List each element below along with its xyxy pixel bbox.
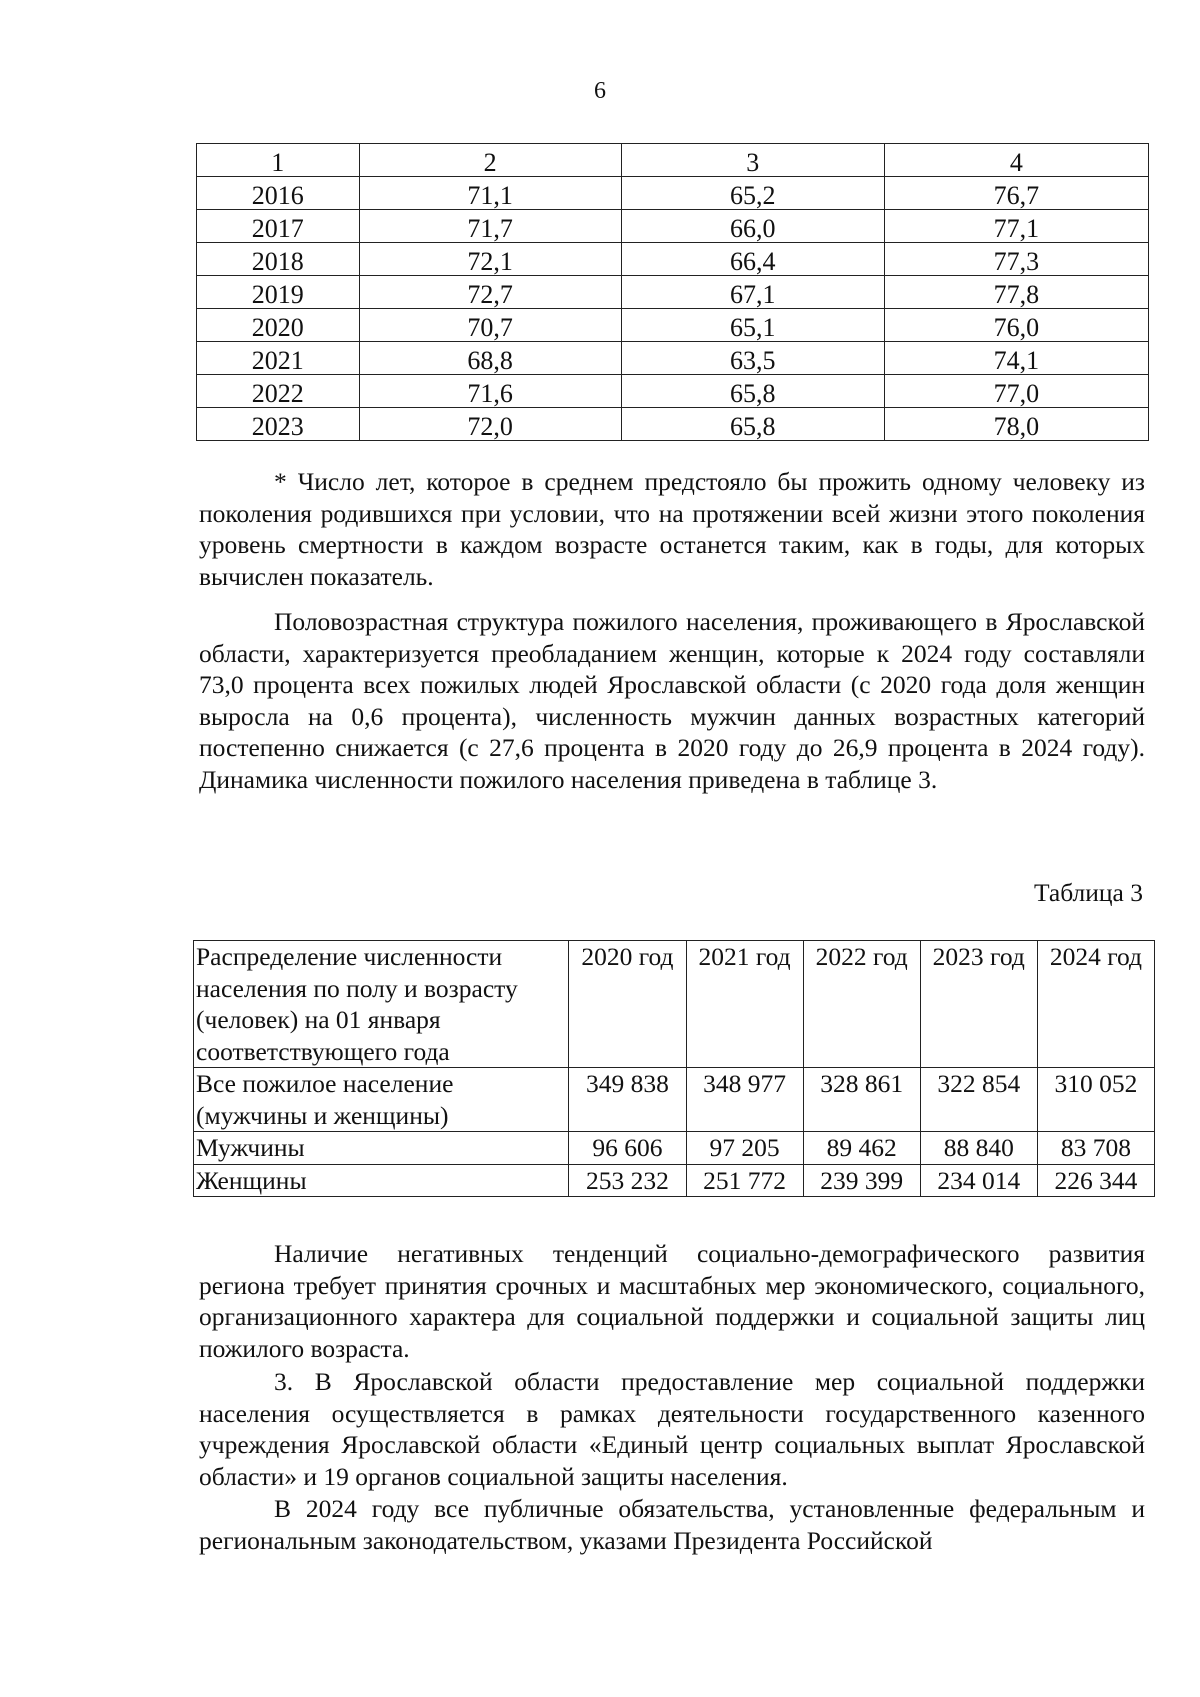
table-cell: 71,6	[359, 375, 621, 408]
table-cell: 2019	[197, 276, 360, 309]
table-cell: 226 344	[1037, 1164, 1154, 1197]
row-label: Все пожилое население (мужчины и женщины)	[194, 1068, 569, 1132]
table-cell: 89 462	[803, 1132, 920, 1165]
table-cell: 77,3	[884, 243, 1148, 276]
table-row	[197, 309, 1149, 342]
table-cell: 253 232	[569, 1164, 686, 1197]
table-header-label: Распределение численности населения по полу и возрасту (человек) на 01 января соответствующего года	[194, 941, 569, 1068]
table-header-row	[194, 941, 1155, 1068]
table-cell: 72,1	[359, 243, 621, 276]
table-cell: 2021	[197, 342, 360, 375]
table-cell: 251 772	[686, 1164, 803, 1197]
table-header-year: 2024 год	[1037, 941, 1154, 1068]
table-row	[197, 408, 1149, 441]
paragraph-negative-trends: Наличие негативных тенденций социально-демографического развития региона требует принятия срочных и масштабных мер экономического, социального, организационного характера для социальной поддержки и социальной защиты лиц пожилого возраста.	[199, 1239, 1145, 1363]
table-cell: 348 977	[686, 1068, 803, 1132]
table-cell: 234 014	[920, 1164, 1037, 1197]
table-row	[194, 1132, 1155, 1165]
paragraph-public-obligations: В 2024 году все публичные обязательства, установленные федеральным и региональным законодательством, указами Президента Российской	[199, 1494, 1145, 1555]
table-cell: 65,2	[621, 177, 884, 210]
table-row	[197, 276, 1149, 309]
table-cell: 66,4	[621, 243, 884, 276]
table-row	[197, 342, 1149, 375]
table-header-year: 2020 год	[569, 941, 686, 1068]
table-cell: 77,1	[884, 210, 1148, 243]
table-cell: 71,1	[359, 177, 621, 210]
table-cell: 88 840	[920, 1132, 1037, 1165]
table-cell: 76,7	[884, 177, 1148, 210]
table-row	[197, 375, 1149, 408]
table-cell: 77,0	[884, 375, 1148, 408]
table-cell: 328 861	[803, 1068, 920, 1132]
life-expectancy-table	[196, 143, 1149, 441]
table-row	[194, 1068, 1155, 1132]
life-expectancy-table-body	[197, 144, 1149, 441]
table-row	[197, 210, 1149, 243]
table-cell: 2016	[197, 177, 360, 210]
table-cell: 72,0	[359, 408, 621, 441]
table-cell: 65,8	[621, 408, 884, 441]
table-cell: 74,1	[884, 342, 1148, 375]
table-cell: 2023	[197, 408, 360, 441]
table-cell: 96 606	[569, 1132, 686, 1165]
page-number: 6	[594, 78, 606, 104]
table-cell: 97 205	[686, 1132, 803, 1165]
table-cell: 349 838	[569, 1068, 686, 1132]
row-label: Мужчины	[194, 1132, 569, 1165]
elderly-population-table-body	[194, 941, 1155, 1197]
table-header-year: 2022 год	[803, 941, 920, 1068]
paragraph-social-support: 3. В Ярославской области предоставление мер социальной поддержки населения осуществляется в рамках деятельности государственного казенного учреждения Ярославской области «Единый центр социальных выплат Ярославской области» и 19 органов социальной защиты населения.	[199, 1367, 1145, 1491]
table-cell: 68,8	[359, 342, 621, 375]
elderly-population-table	[193, 940, 1155, 1197]
table-cell: 67,1	[621, 276, 884, 309]
table-cell: 72,7	[359, 276, 621, 309]
table-cell: 2020	[197, 309, 360, 342]
table-row	[197, 177, 1149, 210]
table-cell: 4	[884, 144, 1148, 177]
table-row	[197, 243, 1149, 276]
table-cell: 65,8	[621, 375, 884, 408]
table-header-row	[197, 144, 1149, 177]
table-header-year: 2023 год	[920, 941, 1037, 1068]
table-cell: 76,0	[884, 309, 1148, 342]
table-cell: 2022	[197, 375, 360, 408]
row-label: Женщины	[194, 1164, 569, 1197]
table-cell: 1	[197, 144, 360, 177]
table-cell: 65,1	[621, 309, 884, 342]
paragraph-age-structure: Половозрастная структура пожилого населения, проживающего в Ярославской области, характеризуется преобладанием женщин, которые к 2024 году составляли 73,0 процента всех пожилых людей Ярославской области (с 2020 года доля женщин выросла на 0,6 процента), численность мужчин данных возрастных категорий постепенно снижается (с 27,6 процента в 2020 году до 26,9 процента в 2024 году). Динамика численности пожилого населения приведена в таблице 3.	[199, 607, 1145, 794]
table-cell: 63,5	[621, 342, 884, 375]
table-cell: 310 052	[1037, 1068, 1154, 1132]
table-header-year: 2021 год	[686, 941, 803, 1068]
table-cell: 3	[621, 144, 884, 177]
table-cell: 2	[359, 144, 621, 177]
table-cell: 71,7	[359, 210, 621, 243]
table-cell: 78,0	[884, 408, 1148, 441]
table-cell: 322 854	[920, 1068, 1037, 1132]
table-cell: 2017	[197, 210, 360, 243]
table-cell: 66,0	[621, 210, 884, 243]
footnote: * Число лет, которое в среднем предстояло бы прожить одному человеку из поколения родившихся при условии, что на протяжении всей жизни этого поколения уровень смертности в каждом возрасте останется таким, как в годы, для которых вычислен показатель.	[199, 467, 1145, 591]
table-row	[194, 1164, 1155, 1197]
table-cell: 239 399	[803, 1164, 920, 1197]
table-3-caption: Таблица 3	[1033, 878, 1143, 907]
table-cell: 83 708	[1037, 1132, 1154, 1165]
table-cell: 70,7	[359, 309, 621, 342]
table-cell: 77,8	[884, 276, 1148, 309]
table-cell: 2018	[197, 243, 360, 276]
